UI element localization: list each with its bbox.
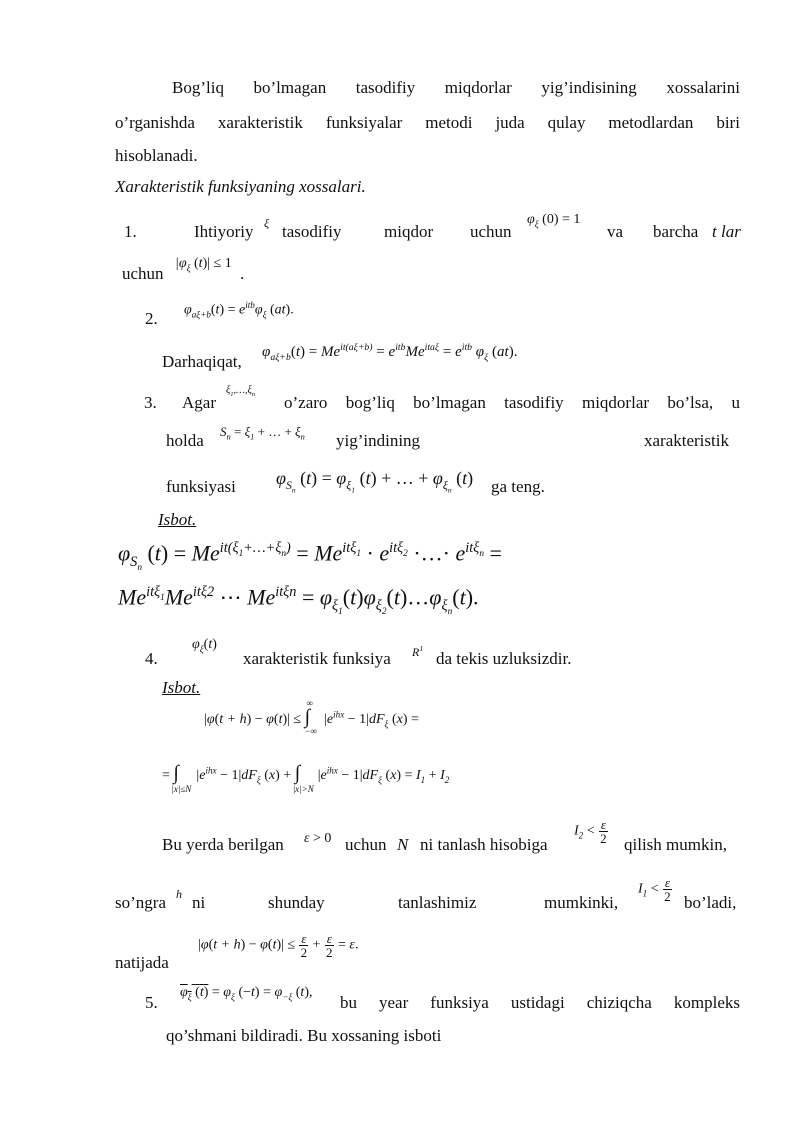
item-1-number: 1. [124, 222, 137, 241]
para-eps-N: N [397, 835, 409, 854]
word: miqdorlar [581, 393, 650, 412]
para-h-word: so’ngra [115, 893, 166, 912]
para-h-h: h [176, 887, 182, 901]
para-eps-eps: ε > 0 [304, 831, 332, 846]
word: bo’lmagan [253, 78, 327, 97]
item-1-formula-abs: $|\varphi_\xi$ (t)| ≤ 1 [175, 256, 232, 273]
word: metodi [425, 113, 473, 132]
word: funksiya [430, 993, 489, 1012]
item-1-xi: ξ [264, 216, 270, 230]
word: xossalarini [666, 78, 740, 97]
item-2-darhaqiqat: Darhaqiqat, [162, 352, 242, 371]
item-2-formula: $\varphi_{a\xi+b}(t) = e^{itb}\varphi_\xi$ (at). [184, 300, 294, 320]
proof-3-line-1: $\varphi_{S_n}$ $(t) = Me^{it(\xi_1+\dots+\xi_n)} = Me^{it\xi_1} \cdot e^{it\xi_2}$ ·…· $e^{it\xi_n}$ = [118, 540, 502, 573]
item-3-holda: holda [166, 431, 204, 450]
intro-line-1 [172, 78, 740, 98]
item-3-number: 3. [144, 393, 157, 412]
word: bo’lsa, [667, 393, 714, 412]
word: chiziqcha [586, 993, 652, 1012]
item-3-word: Agar [182, 393, 216, 412]
para-h-word: mumkinki, [544, 893, 619, 912]
natijada-formula: |φ(t + h) − φ(t)| ≤ $\frac{\varepsilon}{2}$ + $\frac{\varepsilon}{2}$ = ε. [198, 931, 359, 960]
word: qulay [547, 113, 586, 132]
item-1-word: tasodifiy [282, 222, 342, 241]
para-eps-b: uchun [345, 835, 387, 854]
item-5-line-1 [340, 993, 740, 1013]
proof-4-line-1: |φ(t + h) − φ(t)| ≤ ∫ ∞ −∞ $|e^{ihx} - 1|dF_\xi$ (x) = [204, 698, 419, 736]
item-3-ga-teng: ga teng. [491, 477, 545, 496]
item-2-proof-formula: $\varphi_{a\xi+b}(t) = Me^{it(a\xi+b)} = e^{itb}Me^{ita\xi} = e^{itb}$ $\varphi_\xi$ (at). [262, 342, 518, 363]
para-eps-a: Bu yerda berilgan [162, 835, 284, 854]
para-h-word: ni [192, 893, 206, 912]
intro-line-3: hisoblanadi. [115, 146, 198, 165]
word: kompleks [673, 993, 740, 1012]
item-3-yigindining: yig’indining [336, 431, 421, 450]
proof-3-line-2: $Me^{it\xi_1}Me^{it\xi 2}$ ⋯ $Me^{it\xi n}$ = $\varphi_{\xi_1}(t)\varphi_{\xi_2}(t)\dots\varphi_{\xi_n}(t)$. [118, 584, 479, 617]
word: o’zaro [284, 393, 328, 412]
word: Bog’liq [172, 78, 224, 97]
intro-line-2 [115, 113, 740, 133]
item-1-word: miqdor [384, 222, 434, 241]
item-4-phi: $\varphi_\xi(t)$ [192, 637, 217, 654]
word: o’rganishda [115, 113, 195, 132]
item-3-product-formula: $\varphi_{S_n}$ $(t) = \varphi_{\xi_1}$ (t) + … + $\varphi_{\xi_n}$ (t) [276, 468, 474, 494]
word: bu [340, 993, 357, 1012]
item-1-end: . [240, 264, 245, 283]
para-eps-c: ni tanlash hisobiga [420, 835, 548, 854]
word: funksiyalar [325, 113, 403, 132]
word: tasodifiy [355, 78, 416, 97]
item-5-formula: $\varphi_\xi$ $(t) = \varphi_\xi$ $(-t) = \varphi_{-\xi}$ (t), [180, 985, 313, 1002]
item-3-xarakteristik: xarakteristik [644, 431, 729, 450]
item-1-t-lar: t lar [712, 222, 741, 241]
word: ustidagi [510, 993, 565, 1012]
para-h-word: tanlashimiz [398, 893, 477, 912]
para-eps-I2: $I_2$ < $\frac{\varepsilon}{2}$ [574, 817, 607, 846]
natijada: natijada [115, 953, 169, 972]
item-1-formula-phi0: $\varphi_\xi$ (0) = 1 [527, 212, 581, 229]
isbot-1: Isbot. [158, 510, 197, 529]
item-3-funksiyasi: funksiyasi [166, 477, 236, 496]
item-2-number: 2. [145, 309, 158, 328]
item-5-number: 5. [145, 993, 158, 1012]
word: year [379, 993, 409, 1012]
item-1-word: uchun [470, 222, 512, 241]
word: miqdorlar [444, 78, 512, 97]
isbot-2: Isbot. [162, 678, 201, 697]
item-4-number: 4. [145, 649, 158, 668]
word: juda [495, 113, 525, 132]
para-eps-d: qilish mumkin, [624, 835, 727, 854]
word: u [731, 393, 740, 412]
item-4-text: xarakteristik funksiya [243, 649, 391, 668]
item-3-sum-formula: $S_n = \xi_1$ + … + $\xi_n$ [220, 424, 305, 442]
proof-4-line-2: = ∫ |x|≤N $|e^{ihx} - 1|dF_\xi$ (x) + ∫ |x|>N $|e^{ihx} - 1|dF_\xi$ $(x) = I_1 + I_2$ [162, 762, 450, 794]
word: bog’liq [345, 393, 395, 412]
word: xarakteristik [217, 113, 303, 132]
item-3-xi-list: $\xi_1,\dots,\xi_n$ [226, 385, 255, 398]
word: biri [716, 113, 740, 132]
word: yig’indisining [541, 78, 637, 97]
word: bo’lmagan [413, 393, 486, 412]
item-3-line-1 [284, 393, 740, 413]
item-1-uchun: uchun [122, 264, 164, 283]
item-1-word: Ihtiyoriy [194, 222, 254, 241]
item-5-line-2: qo’shmani bildiradi. Bu xossaning isboti [166, 1026, 442, 1045]
para-h-end: bo’ladi, [684, 893, 737, 912]
para-h-I1: $I_1$ < $\frac{\varepsilon}{2}$ [638, 875, 671, 904]
item-1-word: barcha [653, 222, 699, 241]
item-1-word: va [607, 222, 624, 241]
para-h-word: shunday [268, 893, 325, 912]
item-4-R1: $R^1$ [412, 644, 424, 659]
word: metodlardan [608, 113, 694, 132]
item-4-tail: da tekis uzluksizdir. [436, 649, 572, 668]
section-title: Xarakteristik funksiyaning xossalari. [115, 177, 366, 196]
word: tasodifiy [504, 393, 564, 412]
